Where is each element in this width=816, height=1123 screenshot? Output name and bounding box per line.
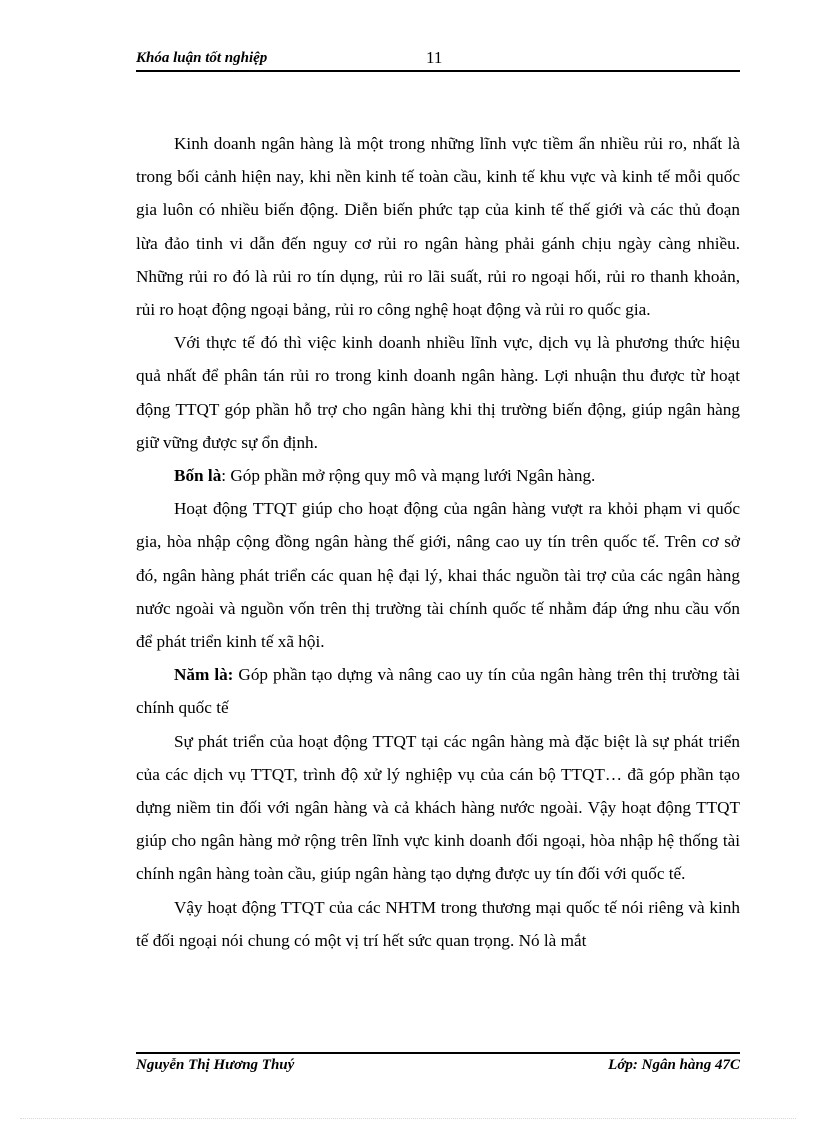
page-number: 11 [426,48,443,67]
paragraph: Kinh doanh ngân hàng là một trong những lĩnh vực tiềm ẩn nhiều rủi ro, nhất là trong bối cảnh hiện nay, khi nền kinh tế toàn cầu, kinh tế khu vực và kinh tế mỗi quốc gia luôn có nhiều biến động. Diễn biến phức tạp của kinh tế thế giới và các thủ đoạn lừa đảo tinh vi dẫn đến nguy cơ rủi ro ngân hàng phải gánh chịu ngày càng nhiều. Những rủi ro đó là rủi ro tín dụng, rủi ro lãi suất, rủi ro ngoại hối, rủi ro thanh khoản, rủi ro hoạt động ngoại bảng, rủi ro công nghệ hoạt động và rủi ro quốc gia. [136,134,740,320]
footer-class: Lớp: Ngân hàng 47C [608,1057,740,1073]
paragraph-lead: Bốn là [174,466,222,486]
paragraph: Sự phát triển của hoạt động TTQT tại các ngân hàng mà đặc biệt là sự phát triển của các dịch vụ TTQT, trình độ xử lý nghiệp vụ của cán bộ TTQT… đã góp phần tạo dựng niềm tin đối với ngân hàng và cả khách hàng nước ngoài. Vậy hoạt động TTQT giúp cho ngân hàng mở rộng trên lĩnh vực kinh doanh đối ngoại, hòa nhập hệ thống tài chính ngân hàng toàn cầu, giúp ngân hàng tạo dựng được uy tín đối với quốc tế. [136,731,740,884]
paragraph: Hoạt động TTQT giúp cho hoạt động của ngân hàng vượt ra khỏi phạm vi quốc gia, hòa nhập cộng đồng ngân hàng thế giới, nâng cao uy tín trên quốc tế. Trên cơ sở đó, ngân hàng phát triển các quan hệ đại lý, khai thác nguồn tài trợ của các ngân hàng nước ngoài và nguồn vốn trên thị trường tài chính quốc tế nhằm đáp ứng nhu cầu vốn để phát triển kinh tế xã hội. [136,499,740,652]
page-header [136,50,740,70]
body-text [136,127,740,957]
footer-rule [136,1052,740,1054]
page-edge-divider [20,1118,796,1119]
paragraph-lead: Năm là: [174,665,234,685]
paragraph: Với thực tế đó thì việc kinh doanh nhiều lĩnh vực, dịch vụ là phương thức hiệu quả nhất để phân tán rủi ro trong kinh doanh ngân hàng. Lợi nhuận thu được từ hoạt động TTQT góp phần hỗ trợ cho ngân hàng khi thị trường biến động, giúp ngân hàng giữ vững được sự ổn định. [136,333,740,452]
header-rule [136,70,740,72]
header-title: Khóa luận tốt nghiệp [136,50,268,66]
footer-author: Nguyễn Thị Hương Thuý [136,1057,295,1073]
paragraph-heading: Bốn là: Góp phần mở rộng quy mô và mạng lưới Ngân hàng. [174,466,596,486]
paragraph-heading: Năm là: Góp phần tạo dựng và nâng cao uy tín của ngân hàng trên thị trường tài chính quốc tế [136,665,740,718]
paragraph: Vậy hoạt động TTQT của các NHTM trong thương mại quốc tế nói riêng và kinh tế đối ngoại nói chung có một vị trí hết sức quan trọng. Nó là mắt [136,897,740,950]
